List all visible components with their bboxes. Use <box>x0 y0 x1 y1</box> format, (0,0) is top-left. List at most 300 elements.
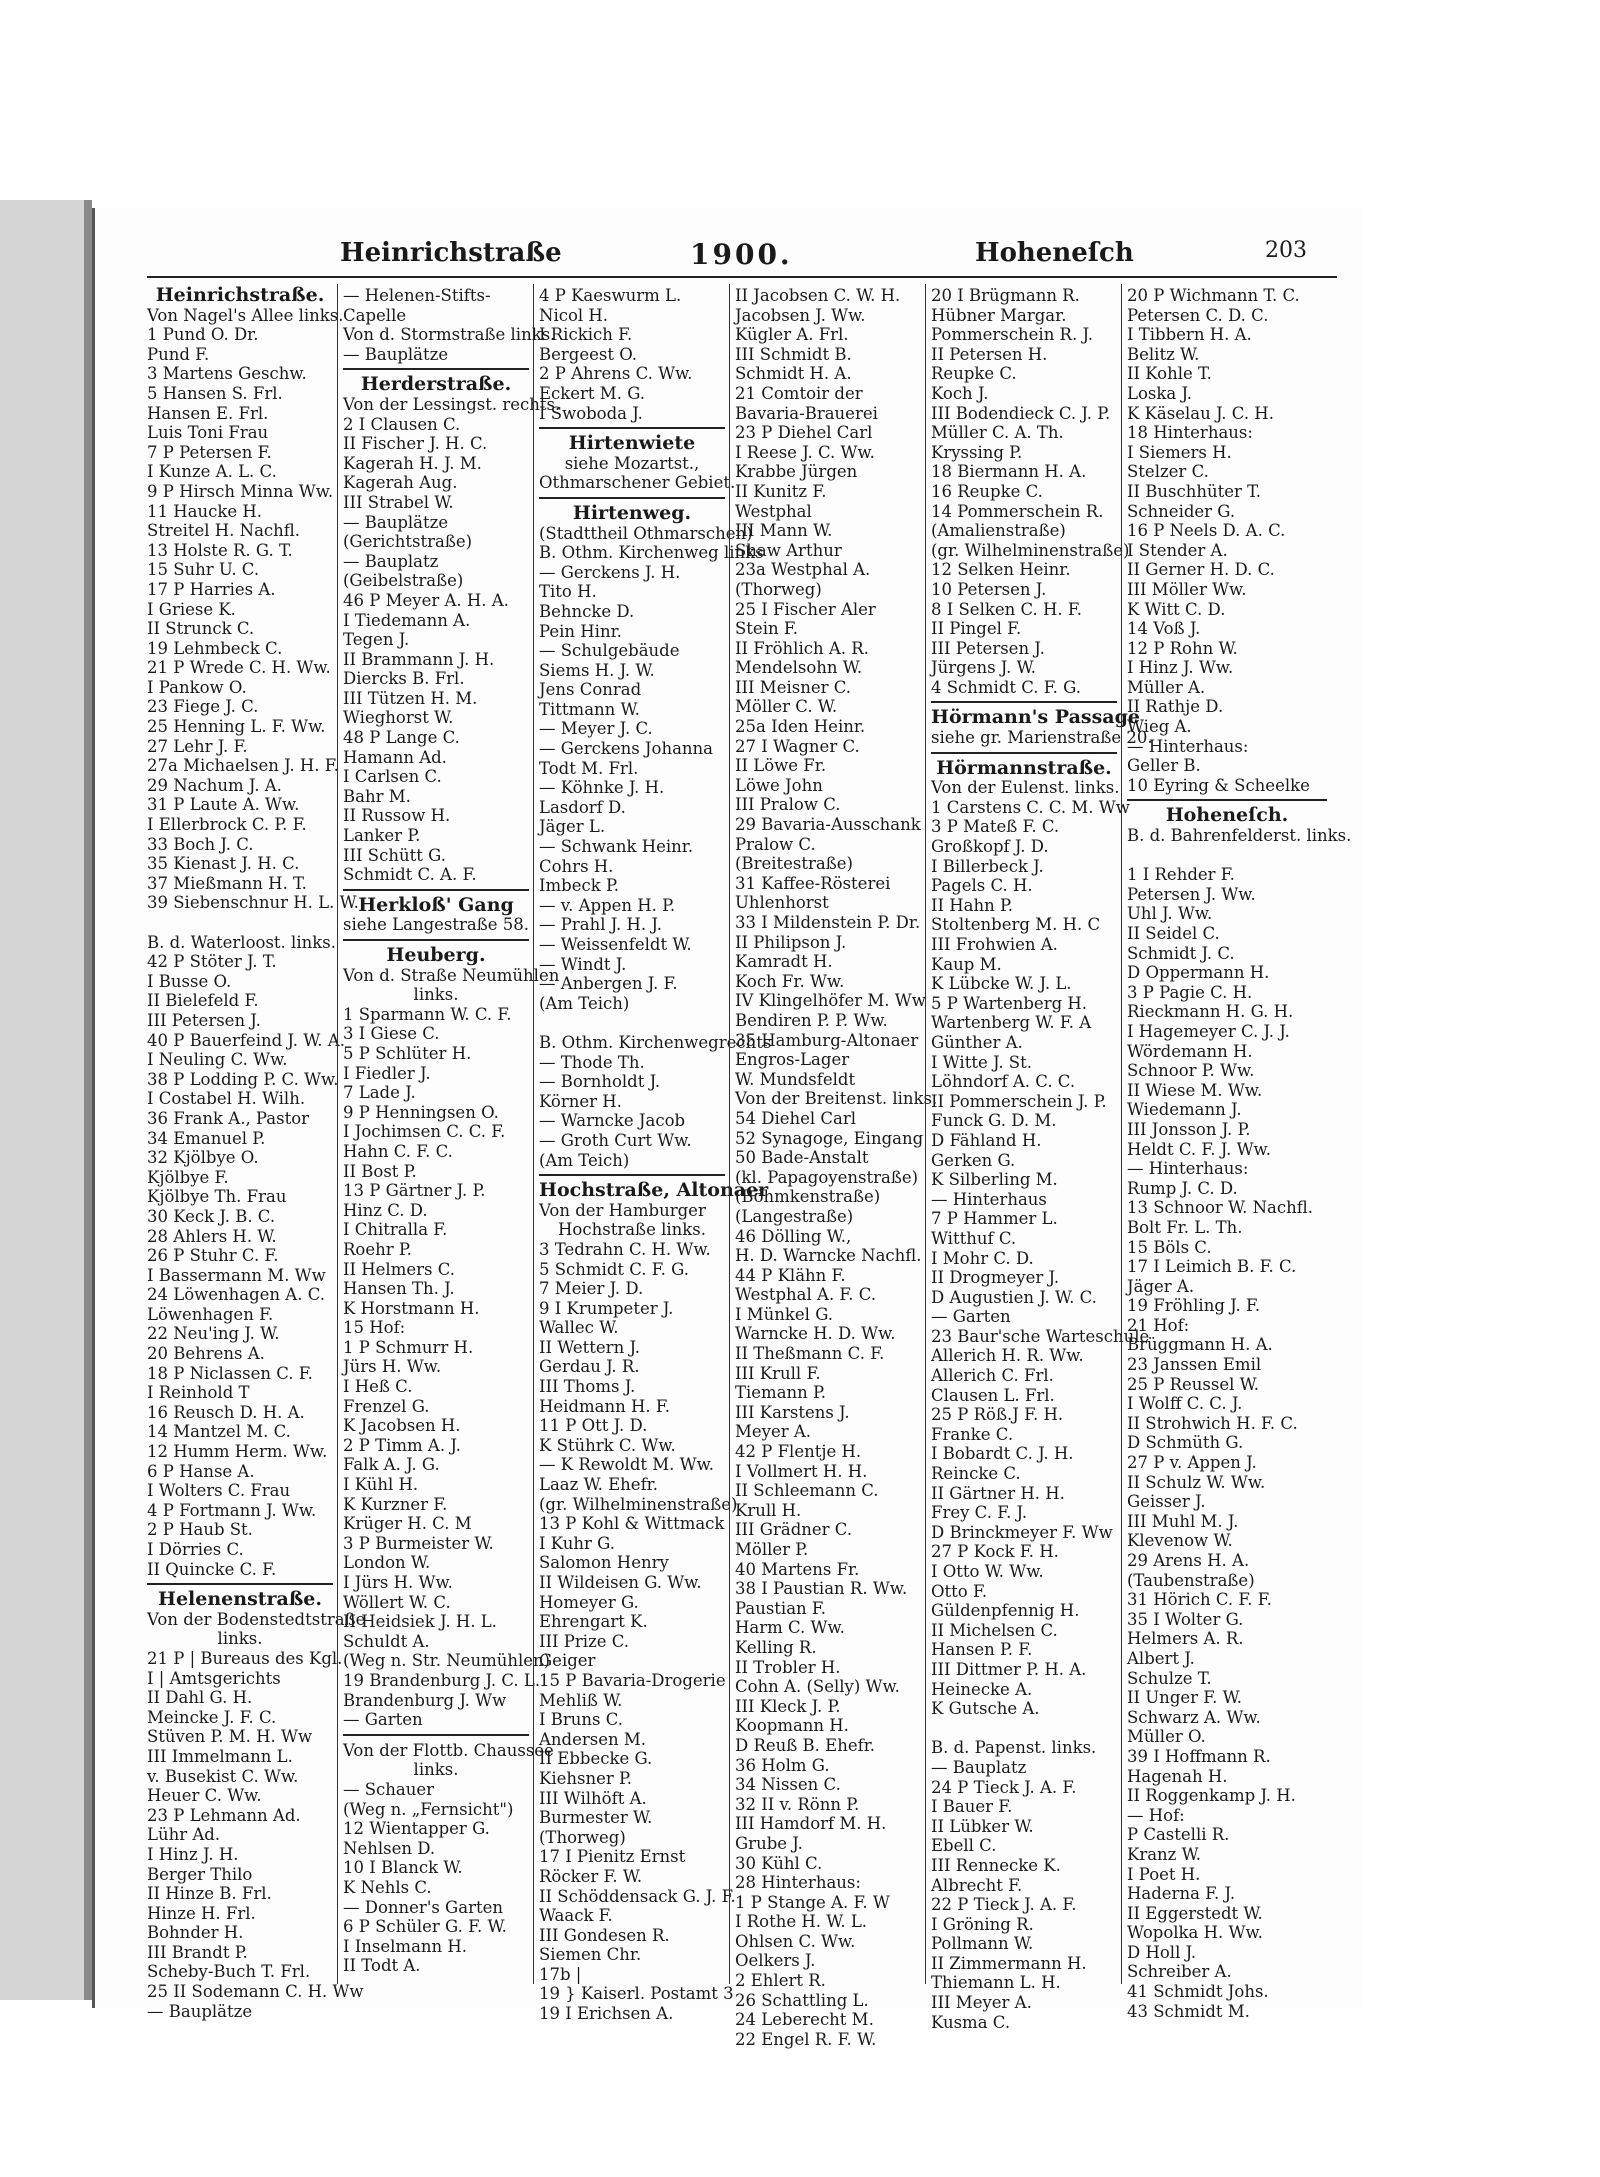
directory-entry: 13 P Kohl & Wittmack <box>539 1514 725 1534</box>
directory-entry: (Böhmkenstraße) <box>735 1187 881 1207</box>
directory-entry: II Hahn P. <box>931 895 1014 915</box>
directory-entry: 10 I Blanck W. <box>343 1858 463 1878</box>
directory-entry: 21 P Wrede C. H. Ww. <box>147 658 331 678</box>
directory-entry: Funck G. D. M. <box>931 1111 1057 1131</box>
directory-entry: Schnoor P. Ww. <box>1127 1061 1255 1081</box>
directory-entry: 1 Carstens C. C. M. Ww <box>931 797 1130 817</box>
directory-entry: Haderna F. J. <box>1127 1884 1236 1904</box>
directory-entry: 35 Kienast J. H. C. <box>147 854 300 874</box>
directory-entry: links. <box>217 1629 263 1649</box>
directory-entry: 46 Dölling W., <box>735 1226 852 1246</box>
directory-entry: 25 I Fischer Aler <box>735 599 876 619</box>
directory-entry: II Strunck C. <box>147 619 255 639</box>
directory-entry: Von der Flottb. Chaussee <box>343 1740 554 1760</box>
directory-entry: Schuldt A. <box>343 1631 430 1651</box>
directory-entry: II Hinze B. Frl. <box>147 1884 272 1904</box>
directory-entry: Kagerah Aug. <box>343 473 458 493</box>
directory-entry: Müller O. <box>1127 1727 1206 1747</box>
directory-entry: Mendelsohn W. <box>735 658 863 678</box>
directory-entry: I Fiedler J. <box>343 1063 431 1083</box>
directory-entry: Heldt C. F. J. Ww. <box>1127 1139 1271 1159</box>
directory-entry: (Langestraße) <box>735 1206 854 1226</box>
directory-entry: Westphal <box>735 501 812 521</box>
column-divider <box>337 284 338 1984</box>
directory-entry: Bahr M. <box>343 786 411 806</box>
directory-entry: Uhlenhorst <box>735 893 829 913</box>
directory-entry: Von der Bodenstedtstraße <box>147 1609 366 1629</box>
directory-entry: Frenzel G. <box>343 1396 430 1416</box>
directory-entry: Wiedemann J. <box>1127 1100 1242 1120</box>
directory-entry: I Tibbern H. A. <box>1127 325 1252 345</box>
directory-entry: 7 Lade J. <box>343 1083 416 1103</box>
directory-entry: 3 P Mateß F. C. <box>931 817 1060 837</box>
directory-entry: III Jonsson J. P. <box>1127 1119 1251 1139</box>
directory-entry: (Weg n. „Fernsicht") <box>343 1799 514 1819</box>
directory-entry: Von d. Straße Neumühlen <box>343 965 560 985</box>
directory-entry: Harm C. Ww. <box>735 1618 845 1638</box>
directory-entry: II Löwe Fr. <box>735 756 827 776</box>
directory-entry: 22 P Tieck J. A. F. <box>931 1895 1077 1915</box>
directory-entry: — Bauplatz <box>343 551 439 571</box>
directory-entry: — Bauplätze <box>343 344 449 364</box>
directory-entry: Kjölbye F. <box>147 1167 229 1187</box>
directory-entry: siehe gr. Marienstraße 20. <box>931 728 1153 748</box>
directory-entry: 32 Kjölbye O. <box>147 1148 259 1168</box>
directory-entry: Wieghorst W. <box>343 708 454 728</box>
directory-entry: Wöllert W. C. <box>343 1592 451 1612</box>
directory-entry: 12 Selken Heinr. <box>931 560 1071 580</box>
directory-entry: I Witte J. St. <box>931 1052 1032 1072</box>
directory-entry: Brüggmann H. A. <box>1127 1335 1273 1355</box>
directory-entry: 50 Bade-Anstalt <box>735 1148 869 1168</box>
directory-entry: Krabbe Jürgen <box>735 462 858 482</box>
directory-entry: 14 Pommerschein R. <box>931 501 1104 521</box>
directory-entry: 15 Suhr U. C. <box>147 560 260 580</box>
directory-entry: Bohnder H. <box>147 1923 244 1943</box>
directory-entry: 32 II v. Rönn P. <box>735 1794 860 1814</box>
directory-entry: — Bauplätze <box>147 2001 253 2021</box>
directory-entry: Roehr P. <box>343 1239 412 1259</box>
directory-entry: Hansen P. F. <box>931 1640 1033 1660</box>
directory-entry: 14 Voß J. <box>1127 619 1201 639</box>
directory-entry: II Fischer J. H. C. <box>343 434 488 454</box>
directory-entry: II Kohle T. <box>1127 364 1212 384</box>
directory-entry: 1 I Rehder F. <box>1127 865 1235 885</box>
directory-entry: Othmarschener Gebiet. <box>539 473 736 493</box>
directory-entry: Bavaria-Brauerei <box>735 403 878 423</box>
directory-entry: II Roggenkamp J. H. <box>1127 1786 1296 1806</box>
directory-entry: links. <box>413 985 459 1005</box>
directory-entry: II Fröhlich A. R. <box>735 638 869 658</box>
directory-entry: 38 I Paustian R. Ww. <box>735 1579 908 1599</box>
directory-entry: 2 P Haub St. <box>147 1520 253 1540</box>
directory-entry: — Anbergen J. F. <box>539 974 678 994</box>
directory-entry: 28 Ahlers H. W. <box>147 1226 277 1246</box>
directory-entry: — Schulgebäude <box>539 641 680 661</box>
directory-entry: I Carlsen C. <box>343 767 442 787</box>
directory-entry: Pein Hinr. <box>539 621 622 641</box>
directory-entry: — Garten <box>931 1307 1011 1327</box>
directory-entry: II Lübker W. <box>931 1816 1034 1836</box>
directory-entry: Schneider G. <box>1127 501 1236 521</box>
directory-entry: Pralow C. <box>735 834 816 854</box>
directory-entry: II Jacobsen C. W. H. <box>735 286 901 305</box>
directory-entry: Gerken G. <box>931 1150 1016 1170</box>
directory-entry: Schmidt H. A. <box>735 364 852 384</box>
section-rule <box>539 497 725 499</box>
directory-entry: Rump J. C. D. <box>1127 1178 1238 1198</box>
directory-entry: 3 Martens Geschw. <box>147 364 307 384</box>
directory-entry: II Schulz W. Ww. <box>1127 1472 1266 1492</box>
directory-entry: II Wiese M. Ww. <box>1127 1080 1263 1100</box>
directory-entry: Franke C. <box>931 1424 1014 1444</box>
directory-entry: 27 P Kock F. H. <box>931 1542 1059 1562</box>
directory-entry: (gr. Wilhelminenstraße) <box>539 1494 738 1514</box>
directory-entry: 34 Emanuel P. <box>147 1128 266 1148</box>
directory-entry: Lühr Ad. <box>147 1825 221 1845</box>
directory-entry: 48 P Lange C. <box>343 728 460 748</box>
directory-entry: Von d. Stormstraße links. <box>343 325 556 345</box>
directory-entry: 42 P Stöter J. T. <box>147 952 277 972</box>
directory-entry: I Gröning R. <box>931 1914 1034 1934</box>
directory-entry: Tittmann W. <box>539 699 640 719</box>
directory-entry: 20 Behrens A. <box>147 1344 265 1364</box>
directory-entry: (Am Teich) <box>539 1150 630 1170</box>
column-divider <box>729 284 730 1984</box>
directory-entry: (Thorweg) <box>539 1827 626 1847</box>
directory-entry: 19 Brandenburg J. C. L. <box>343 1670 541 1690</box>
directory-entry: 4 P Fortmann J. Ww. <box>147 1500 317 1520</box>
directory-entry: 39 Siebenschnur H. L. W. <box>147 893 359 913</box>
section-rule <box>539 427 725 429</box>
directory-entry: Imbeck P. <box>539 876 619 896</box>
directory-entry: — Helenen-Stifts- <box>343 286 491 305</box>
directory-entry: Löwenhagen F. <box>147 1304 274 1324</box>
directory-entry: Müller A. <box>1127 677 1206 697</box>
header-year: 1900. <box>690 238 793 271</box>
directory-entry: 23 P Diehel Carl <box>735 423 873 443</box>
book-gutter <box>84 200 92 2000</box>
directory-entry: III Hamdorf M. H. <box>735 1814 887 1834</box>
directory-entry: Hübner Margar. <box>931 305 1067 325</box>
directory-entry: 41 Schmidt Johs. <box>1127 1982 1269 2002</box>
directory-entry: London W. <box>343 1553 431 1573</box>
directory-entry: 28 Hinterhaus: <box>735 1873 861 1893</box>
directory-entry: K Käselau J. C. H. <box>1127 403 1274 423</box>
directory-entry: III Meisner C. <box>735 677 852 697</box>
directory-entry: Albert J. <box>1127 1648 1195 1668</box>
street-heading: Helenenstraße. <box>158 1588 322 1611</box>
directory-entry: Koch J. <box>931 383 989 403</box>
directory-entry: D Brinckmeyer F. Ww <box>931 1522 1113 1542</box>
directory-entry: 43 Schmidt M. <box>1127 2001 1250 2021</box>
directory-entry: I Swoboda J. <box>539 403 643 423</box>
page-header <box>95 238 1363 278</box>
directory-entry: H. D. Warncke Nachfl. <box>735 1246 922 1266</box>
directory-entry: 37 Mießmann H. T. <box>147 873 307 893</box>
directory-entry: III Grädner C. <box>735 1520 853 1540</box>
directory-entry: II Petersen H. <box>931 344 1048 364</box>
directory-entry: Homeyer G. <box>539 1592 639 1612</box>
directory-entry: 27 I Wagner C. <box>735 736 860 756</box>
directory-entry: I Bruns C. <box>539 1710 624 1730</box>
directory-entry: 15 P Bavaria-Drogerie <box>539 1670 726 1690</box>
directory-entry: 5 P Schlüter H. <box>343 1043 472 1063</box>
directory-entry: Jürs H. Ww. <box>343 1357 442 1377</box>
directory-entry: 2 P Timm A. J. <box>343 1435 461 1455</box>
directory-entry: 23 Fiege J. C. <box>147 697 259 717</box>
directory-entry: II Heidsiek J. H. L. <box>343 1612 497 1632</box>
directory-entry: Brandenburg J. Ww <box>343 1690 507 1710</box>
directory-entry: 18 Biermann H. A. <box>931 462 1087 482</box>
directory-entry: 12 Wientapper G. <box>343 1819 490 1839</box>
directory-entry: III Petersen J. <box>931 638 1045 658</box>
directory-entry: Laaz W. Ehefr. <box>539 1475 658 1495</box>
directory-entry: II Bielefeld F. <box>147 991 259 1011</box>
directory-entry: D Schmüth G. <box>1127 1433 1244 1453</box>
directory-entry: Lasdorf D. <box>539 797 626 817</box>
street-heading: Herkloß' Gang <box>358 893 514 916</box>
directory-entry: K Gutsche A. <box>931 1699 1040 1719</box>
directory-page <box>92 208 1363 2049</box>
directory-entry: 24 Löwenhagen A. C. <box>147 1285 325 1305</box>
directory-entry: Stüven P. M. H. Ww <box>147 1727 313 1747</box>
directory-entry: I Kunze A. L. C. <box>147 462 277 482</box>
directory-entry: II Rathje D. <box>1127 697 1224 717</box>
directory-entry: Möller P. <box>735 1540 809 1559</box>
directory-entry: (Thorweg) <box>735 579 822 599</box>
directory-entry: 7 P Petersen F. <box>147 442 272 462</box>
directory-entry: — Prahl J. H. J. <box>539 915 663 935</box>
directory-entry: III Krull F. <box>735 1363 821 1383</box>
directory-entry: 2 Ehlert R. <box>735 1971 826 1991</box>
directory-entry: Kelling R. <box>735 1637 817 1657</box>
directory-entry: Löhndorf A. C. C. <box>931 1072 1076 1092</box>
directory-entry: Siems H. J. W. <box>539 660 655 680</box>
directory-entry: Rieckmann H. G. H. <box>1127 1002 1294 1022</box>
directory-entry: IV Klingelhöfer M. Ww <box>735 991 926 1011</box>
directory-entry: Scheby-Buch T. Frl. <box>147 1962 311 1982</box>
directory-entry: 4 Schmidt C. F. G. <box>931 677 1082 697</box>
directory-entry: — Meyer J. C. <box>539 719 653 739</box>
directory-entry: 25 Henning L. F. Ww. <box>147 717 326 737</box>
directory-entry: Meyer A. <box>735 1422 812 1442</box>
directory-entry: Burmester W. <box>539 1808 653 1828</box>
directory-entry: Hinz C. D. <box>343 1200 428 1220</box>
directory-entry: Pollmann W. <box>931 1934 1034 1954</box>
directory-entry: I Vollmert H. H. <box>735 1461 868 1481</box>
directory-entry: Kagerah H. J. M. <box>343 453 482 473</box>
directory-entry: III Pralow C. <box>735 795 841 815</box>
directory-entry: Heidmann H. F. <box>539 1396 670 1416</box>
directory-entry: Jäger L. <box>539 817 606 837</box>
directory-entry: 39 I Hoffmann R. <box>1127 1746 1271 1766</box>
directory-entry: III Gondesen R. <box>539 1925 670 1945</box>
directory-entry: Krull H. <box>735 1500 802 1520</box>
street-heading: Hochstraße, Altonaer <box>539 1179 769 1202</box>
section-rule <box>931 701 1117 703</box>
directory-entry: — Weissenfeldt W. <box>539 935 692 954</box>
directory-entry: Streitel H. Nachfl. <box>147 521 301 541</box>
directory-entry: Shaw Arthur <box>735 540 842 560</box>
section-rule <box>343 889 529 891</box>
directory-entry: 40 Martens Fr. <box>735 1559 860 1579</box>
directory-entry: 33 Boch J. C. <box>147 834 254 854</box>
directory-entry: 29 Arens H. A. <box>1127 1551 1250 1570</box>
directory-entry: 17 I Leimich B. F. C. <box>1127 1257 1297 1277</box>
directory-entry: Schulze T. <box>1127 1668 1212 1688</box>
directory-entry: 25a Iden Heinr. <box>735 717 866 737</box>
directory-entry: II Dahl G. H. <box>147 1688 253 1708</box>
column-divider <box>533 284 534 1984</box>
directory-entry: I Stender A. <box>1127 540 1228 560</box>
directory-entry: Otto F. <box>931 1581 988 1601</box>
spacer <box>931 1719 1117 1739</box>
column-1 <box>147 284 366 2021</box>
directory-entry: (gr. Wilhelminenstraße) <box>931 540 1130 560</box>
street-heading: Hörmann's Passage <box>931 706 1140 729</box>
directory-entry: (Amalienstraße) <box>931 521 1066 541</box>
directory-entry: III Wilhöft A. <box>539 1788 647 1808</box>
directory-entry: Frey C. F. J. <box>931 1503 1028 1523</box>
directory-entry: Diercks B. Frl. <box>343 669 465 689</box>
directory-entry: I Pankow O. <box>147 677 247 697</box>
directory-entry: I Inselmann H. <box>343 1936 468 1956</box>
directory-entry: III Brandt P. <box>147 1942 248 1962</box>
directory-entry: 27 P v. Appen J. <box>1127 1453 1257 1473</box>
directory-entry: 16 Reusch D. H. A. <box>147 1402 305 1422</box>
directory-entry: 11 P Ott J. D. <box>539 1416 648 1436</box>
column-divider <box>1121 284 1122 1984</box>
directory-entry: 30 Keck J. B. C. <box>147 1206 276 1226</box>
directory-entry: 22 Neu'ing J. W. <box>147 1324 280 1344</box>
directory-entry: Capelle <box>343 305 407 325</box>
directory-entry: Andersen M. <box>539 1729 647 1749</box>
directory-entry: Helmers A. R. <box>1127 1629 1244 1649</box>
directory-entry: 17 P Harries A. <box>147 579 276 599</box>
directory-entry: I Jürs H. Ww. <box>343 1573 453 1592</box>
directory-entry: D Augustien J. W. C. <box>931 1287 1097 1307</box>
directory-entry: I Jochimsen C. C. F. <box>343 1122 506 1142</box>
directory-entry: 17b | <box>539 1964 582 1984</box>
directory-entry: D Fähland H. <box>931 1130 1042 1150</box>
directory-entry: III Meyer A. <box>931 1993 1032 2013</box>
directory-entry: II Helmers C. <box>343 1259 456 1279</box>
directory-entry: III Karstens J. <box>735 1402 850 1422</box>
directory-entry: I Poet H. <box>1127 1864 1201 1884</box>
column-5 <box>931 286 1153 2032</box>
street-heading: Hirtenwiete <box>568 432 696 455</box>
directory-entry: B. Othm. Kirchenweg links <box>539 543 764 563</box>
directory-entry: 19 } Kaiserl. Postamt 3 <box>539 1984 734 2004</box>
directory-entry: II Todt A. <box>343 1956 421 1976</box>
directory-entry: 9 P Henningsen O. <box>343 1102 499 1122</box>
directory-entry: I Hinz J. Ww. <box>1127 658 1234 678</box>
directory-entry: 9 I Krumpeter J. <box>539 1298 674 1318</box>
directory-entry: III Prize C. <box>539 1631 630 1651</box>
section-rule <box>931 752 1117 754</box>
directory-entry: Güldenpfennig H. <box>931 1601 1080 1621</box>
column-2 <box>343 286 561 1976</box>
directory-entry: B. d. Papenst. links. <box>931 1738 1097 1758</box>
directory-entry: Hahn C. F. C. <box>343 1141 453 1161</box>
directory-entry: Tiemann P. <box>735 1383 827 1403</box>
directory-entry: Lanker P. <box>343 826 421 846</box>
directory-entry: 3 I Giese C. <box>343 1024 440 1044</box>
directory-entry: I Busse O. <box>147 971 232 991</box>
directory-entry: 13 P Gärtner J. P. <box>343 1181 486 1201</box>
directory-entry: Tegen J. <box>343 630 410 650</box>
directory-entry: K Lübcke W. J. L. <box>931 974 1072 994</box>
street-heading: Herderstraße. <box>360 373 512 396</box>
directory-entry: Witthuf C. <box>931 1228 1017 1248</box>
directory-entry: links. <box>413 1760 459 1780</box>
section-rule <box>343 1734 529 1736</box>
header-left-keyword: Heinrichstraße <box>340 238 562 268</box>
directory-entry: Westphal A. F. C. <box>735 1285 877 1305</box>
directory-entry: I Neuling C. Ww. <box>147 1050 288 1070</box>
directory-entry: Jacobsen J. Ww. <box>735 305 866 325</box>
street-heading: Heuberg. <box>386 944 486 966</box>
directory-entry: 33 I Mildenstein P. Dr. <box>735 913 921 932</box>
directory-entry: — Donner's Garten <box>343 1897 503 1917</box>
column-divider <box>925 284 926 1984</box>
directory-entry: I Bobardt C. J. H. <box>931 1444 1074 1464</box>
directory-entry: Löwe John <box>735 775 823 795</box>
directory-entry: 19 Fröhling J. F. <box>1127 1296 1261 1316</box>
directory-entry: II Brammann J. H. <box>343 649 495 669</box>
directory-entry: Albrecht F. <box>931 1875 1023 1895</box>
directory-entry: I Rickich F. <box>539 325 633 345</box>
directory-entry: I Wolters C. Frau <box>147 1481 291 1501</box>
directory-entry: Reincke C. <box>931 1464 1021 1484</box>
directory-entry: I Costabel H. Wilh. <box>147 1089 306 1109</box>
directory-entry: 21 Hof: <box>1127 1315 1190 1335</box>
directory-entry: Krüger H. C. M <box>343 1514 472 1534</box>
directory-entry: III Tützen H. M. <box>343 688 478 708</box>
directory-entry: — Bauplatz <box>931 1757 1027 1777</box>
directory-entry: 25 II Sodemann C. H. Ww <box>147 1982 364 2002</box>
directory-entry: Hinze H. Frl. <box>147 1903 256 1923</box>
directory-entry: 10 Eyring & Scheelke <box>1127 775 1310 795</box>
directory-entry: 5 Schmidt C. F. G. <box>539 1259 690 1279</box>
directory-entry: II Quincke C. F. <box>147 1559 277 1579</box>
directory-entry: Salomon Henry <box>539 1553 669 1573</box>
directory-entry: (Stadttheil Othmarschen) <box>539 523 753 543</box>
section-rule <box>343 368 529 370</box>
directory-entry: Petersen C. D. C. <box>1127 305 1269 325</box>
directory-entry: Ehrengart K. <box>539 1612 648 1632</box>
directory-entry: 21 Comtoir der <box>735 383 863 403</box>
directory-entry: 23 P Lehmann Ad. <box>147 1805 301 1825</box>
directory-entry: — Gerckens J. H. <box>539 562 681 582</box>
directory-entry: I | Amtsgerichts <box>147 1668 281 1688</box>
directory-entry: Jürgens J. W. <box>931 658 1036 678</box>
directory-entry: 3 P Burmeister W. <box>343 1533 494 1553</box>
directory-entry: 36 Frank A., Pastor <box>147 1108 310 1128</box>
directory-entry: Cohn A. (Selly) Ww. <box>735 1677 900 1697</box>
directory-entry: II Schöddensack G. J. F. <box>539 1886 736 1906</box>
street-heading: Heinrichstraße. <box>155 284 325 306</box>
directory-entry: — v. Appen H. P. <box>539 895 676 915</box>
directory-entry: Mehliß W. <box>539 1690 623 1710</box>
directory-entry: 29 Bavaria-Ausschank <box>735 815 921 835</box>
directory-entry: Geiger <box>539 1651 596 1671</box>
directory-entry: 27a Michaelsen J. H. F. <box>147 756 339 776</box>
directory-entry: 12 Humm Herm. Ww. <box>147 1442 328 1462</box>
directory-entry: 16 Reupke C. <box>931 481 1043 501</box>
directory-entry: Möller C. W. <box>735 697 838 717</box>
